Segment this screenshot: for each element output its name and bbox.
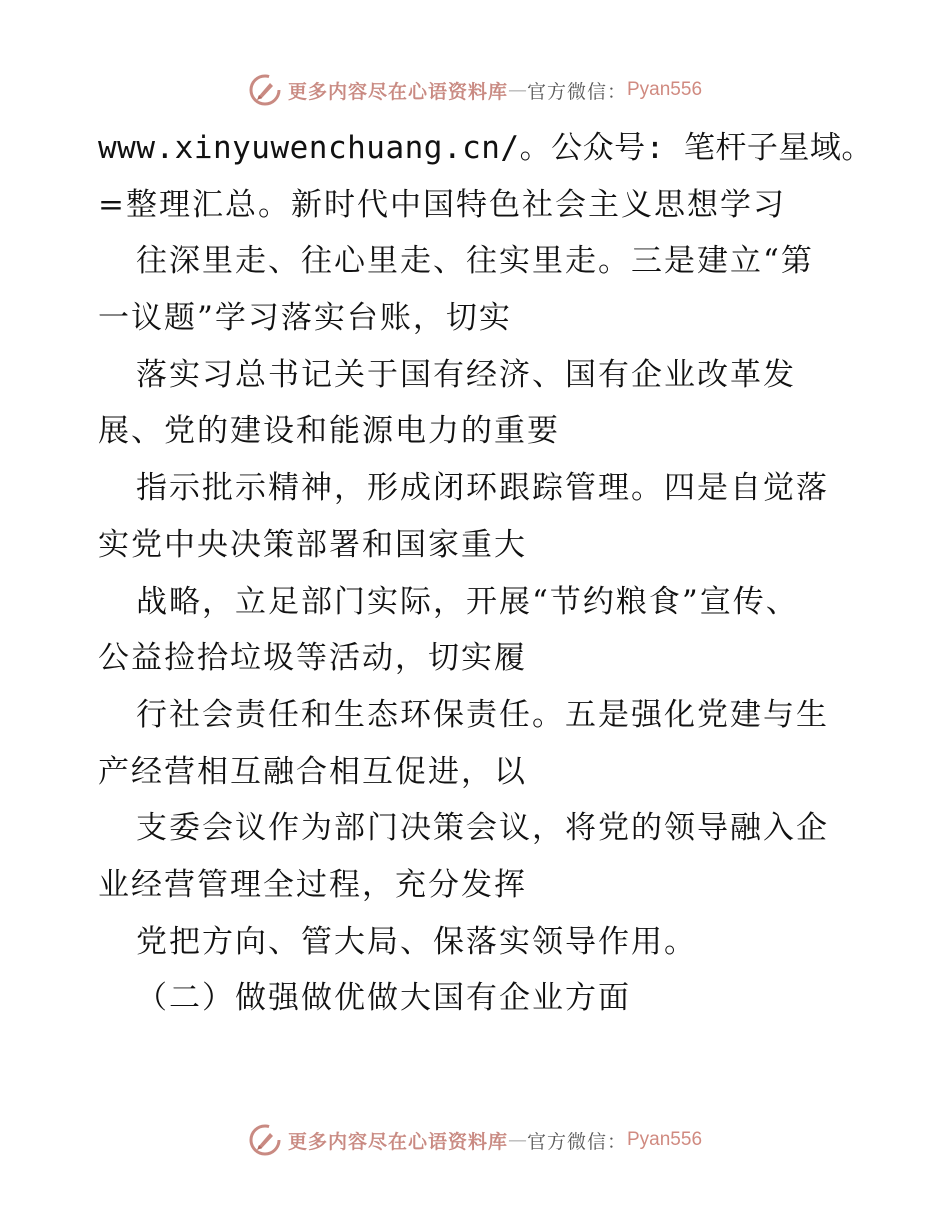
pen-nib-logo-icon [248,73,282,107]
watermark-brand-text: 更多内容尽在心语资料库 [287,1130,508,1153]
watermark-contact-label: 官方微信： [526,1130,627,1153]
text-line-9: 战略，立足部门实际，开展“节约粮食”宣传、 [136,583,799,620]
watermark-separator: — [507,79,527,101]
text-line-15: 党把方向、管大局、保落实领导作用。 [136,923,697,960]
text-line-12: 产经营相互融合相互促进，以 [98,753,527,790]
text-line-1: www.xinyuwenchuang.cn/。公众号: 笔杆子星域。 [98,130,873,166]
footer-watermark [0,1120,950,1160]
text-line-2: =整理汇总。新时代中国特色社会主义思想学习 [98,186,786,223]
text-line-7: 指示批示精神，形成闭环跟踪管理。四是自觉落 [136,470,829,507]
watermark-brand-text: 更多内容尽在心语资料库 [287,80,508,103]
text-line-4: 一议题”学习落实台账，切实 [98,300,512,337]
text-line-10: 公益捡拾垃圾等活动，切实履 [98,640,527,677]
text-line-8: 实党中央决策部署和国家重大 [98,526,527,563]
text-line-14: 业经营管理全过程，充分发挥 [98,866,527,903]
document-body [98,120,873,1027]
pen-nib-logo-icon [248,1123,282,1157]
watermark-contact-id: Pyan556 [627,79,703,100]
text-line-3: 往深里走、往心里走、往实里走。三是建立“第 [136,243,814,280]
watermark-separator: — [507,1129,527,1151]
text-line-5: 落实习总书记关于国有经济、国有企业改革发 [136,356,796,393]
text-line-6: 展、党的建设和能源电力的重要 [98,413,560,450]
watermark-contact-label: 官方微信： [526,80,627,103]
text-line-13: 支委会议作为部门决策会议，将党的领导融入企 [136,810,829,847]
text-line-11: 行社会责任和生态环保责任。五是强化党建与生 [136,696,829,733]
watermark-contact-id: Pyan556 [627,1129,703,1150]
header-watermark [0,70,950,110]
section-heading: （二）做强做优做大国有企业方面 [136,980,631,1017]
